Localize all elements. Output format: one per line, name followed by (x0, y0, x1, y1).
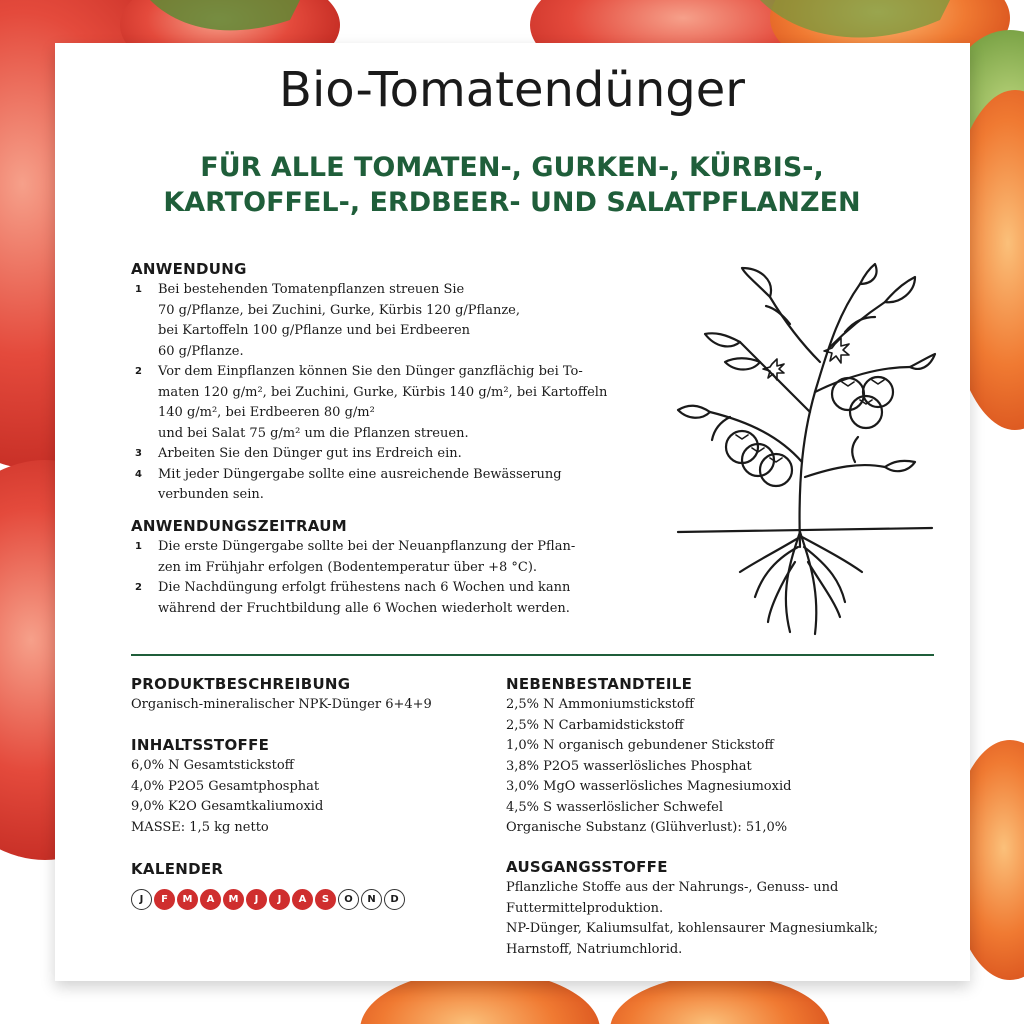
inhalt-heading: INHALTSSTOFFE (131, 736, 270, 754)
neben-line: 4,5% S wasserlöslicher Schwefel (506, 799, 724, 815)
step-line: Die Nachdüngung erfolgt frühestens nach 6 Wochen und kann (158, 580, 571, 595)
month-badge: J (269, 889, 290, 910)
step-number: 2 (135, 366, 142, 377)
neben-line: 3,0% MgO wasserlösliches Magnesiumoxid (506, 779, 792, 794)
ausgang-line: Pflanzliche Stoffe aus der Nahrungs-, Genuss- und (506, 880, 839, 895)
step-item (131, 537, 641, 578)
step-line: maten 120 g/m², bei Zuchini, Gurke, Kürbis 140 g/m², bei Kartoffeln (158, 384, 608, 400)
step-item (131, 578, 641, 619)
step-line: während der Fruchtbildung alle 6 Wochen wiederholt werden. (158, 600, 570, 616)
anwendung-steps (131, 280, 631, 506)
ausgang-list (506, 878, 878, 960)
month-badge: O (338, 889, 359, 910)
month-badge: J (246, 889, 267, 910)
inhalt-line: 6,0% N Gesamtstickstoff (131, 758, 294, 773)
step-line: bei Kartoffeln 100 g/Pflanze und bei Erdbeeren (158, 323, 471, 338)
inhalt-line: 9,0% K2O Gesamtkaliumoxid (131, 799, 324, 814)
month-badge: M (177, 889, 198, 910)
month-badge: N (361, 889, 382, 910)
step-line: Mit jeder Düngergabe sollte eine ausreichende Bewässerung (158, 466, 562, 482)
neben-line: 1,0% N organisch gebundener Stickstoff (506, 738, 774, 753)
neben-line: 2,5% N Ammoniumstickstoff (506, 697, 694, 712)
neben-list (506, 695, 791, 839)
neben-heading: NEBENBESTANDTEILE (506, 675, 693, 693)
kalender-heading: KALENDER (131, 860, 224, 878)
produkt-text (131, 695, 432, 716)
step-item (131, 362, 631, 444)
produkt-heading: PRODUKTBESCHREIBUNG (131, 675, 351, 693)
step-line: 140 g/m², bei Erdbeeren 80 g/m² (158, 405, 375, 420)
step-line: Vor dem Einpflanzen können Sie den Dünger ganzflächig bei To- (158, 364, 583, 379)
ausgang-line: NP-Dünger, Kaliumsulfat, kohlensaurer Magnesiumkalk; (506, 921, 879, 936)
ausgang-line: Harnstoff, Natriumchlorid. (506, 941, 683, 957)
ausgang-line: Futtermittelproduktion. (506, 900, 664, 916)
step-item (131, 465, 631, 506)
tomato-plant-icon (670, 262, 940, 646)
subtitle-line: KARTOFFEL-, ERDBEER- UND SALATPFLANZEN (163, 187, 861, 218)
step-item (131, 280, 631, 362)
zeitraum-steps (131, 537, 641, 619)
month-badge: D (384, 889, 405, 910)
month-calendar (131, 889, 405, 910)
step-number: 1 (135, 284, 142, 295)
step-number: 2 (135, 582, 142, 593)
subtitle (0, 150, 1024, 220)
step-line: zen im Frühjahr erfolgen (Bodentemperatur über +8 °C). (158, 559, 538, 575)
neben-line: 2,5% N Carbamidstickstoff (506, 717, 684, 733)
section-divider (131, 654, 934, 656)
zeitraum-heading: ANWENDUNGSZEITRAUM (131, 517, 347, 535)
month-badge: A (200, 889, 221, 910)
ausgang-heading: AUSGANGSSTOFFE (506, 858, 668, 876)
subtitle-line: FÜR ALLE TOMATEN-, GURKEN-, KÜRBIS-, (200, 152, 824, 183)
step-line: verbunden sein. (158, 487, 264, 502)
step-number: 4 (135, 468, 142, 480)
month-badge: M (223, 889, 244, 910)
neben-line: 3,8% P2O5 wasserlösliches Phosphat (506, 758, 752, 774)
month-badge: J (131, 889, 152, 910)
neben-line: Organische Substanz (Glühverlust): 51,0% (506, 820, 788, 835)
month-badge: S (315, 889, 336, 910)
step-item (131, 444, 631, 465)
step-number: 1 (135, 541, 142, 552)
step-line: 70 g/Pflanze, bei Zuchini, Gurke, Kürbis 120 g/Pflanze, (158, 302, 521, 318)
step-line: Bei bestehenden Tomatenpflanzen streuen Sie (158, 282, 465, 297)
page-title: Bio-Tomatendünger (279, 62, 745, 118)
month-badge: F (154, 889, 175, 910)
step-line: 60 g/Pflanze. (158, 343, 244, 359)
produkt-line: Organisch-mineralischer NPK-Dünger 6+4+9 (131, 697, 432, 712)
anwendung-heading: ANWENDUNG (131, 260, 247, 278)
step-line: und bei Salat 75 g/m² um die Pflanzen streuen. (158, 425, 469, 441)
step-line: Die erste Düngergabe sollte bei der Neuanpflanzung der Pflan- (158, 539, 576, 554)
step-line: Arbeiten Sie den Dünger gut ins Erdreich ein. (158, 446, 462, 461)
inhalt-line: 4,0% P2O5 Gesamtphosphat (131, 778, 320, 794)
inhalt-list (131, 756, 323, 838)
month-badge: A (292, 889, 313, 910)
inhalt-line: MASSE: 1,5 kg netto (131, 819, 269, 835)
step-number: 3 (135, 448, 142, 459)
